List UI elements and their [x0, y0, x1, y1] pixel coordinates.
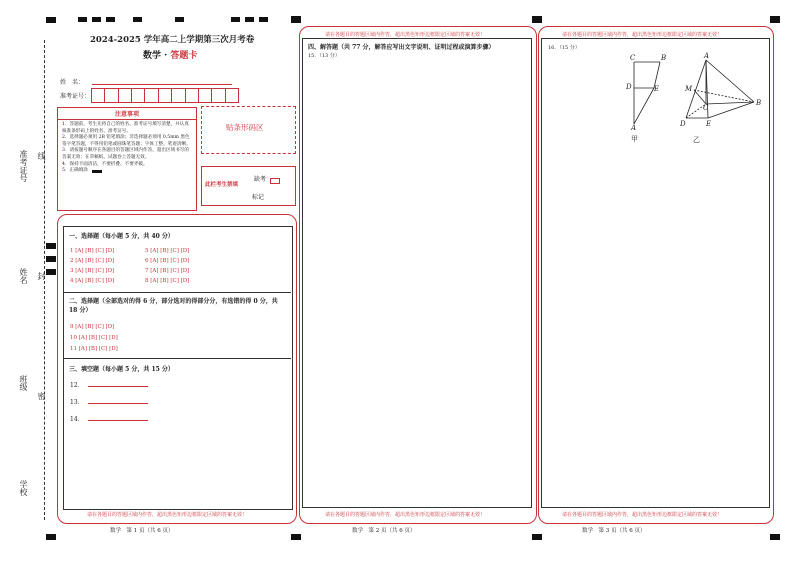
alignment-mark [46, 17, 56, 23]
label-A2: A [704, 52, 710, 60]
mc-row[interactable]: 7 [A] [B] [C] [D] [145, 268, 190, 274]
label-B: B [661, 54, 667, 62]
subject-separator: · [161, 51, 171, 61]
warning-text: 请在各题目的答题区域内作答，超出黑色矩形边框限定区域的答案无效！ [562, 512, 723, 518]
absent-label-2: 标记 [252, 194, 265, 201]
fill-item[interactable]: 12． [70, 380, 148, 389]
alignment-mark [532, 534, 542, 540]
section1-title: 一、选择题（每小题 5 分，共 40 分） [69, 233, 174, 240]
caption-yi: 乙 [693, 136, 700, 144]
alignment-mark [291, 16, 301, 23]
label-E: E [654, 85, 660, 93]
alignment-mark [770, 16, 780, 23]
section3-title: 三、填空题（每小题 5 分，共 15 分） [69, 366, 174, 373]
mc-row[interactable]: 5 [A] [B] [C] [D] [145, 248, 190, 254]
page-footer: 数学 第 3 页（共 6 页） [582, 528, 646, 534]
label-C2: C [703, 104, 709, 112]
note-item: 2．选择题必须用 2B 铅笔填涂；非选择题必须用 0.5mm 黑色签字笔答题，不得用铅笔或圆珠笔答题；字体工整、笔迹清晰。 [62, 135, 191, 147]
page-title: 2024-2025 学年高二上学期第三次月考卷 [90, 35, 255, 45]
q16-answer-area[interactable] [543, 150, 766, 504]
note-item: 3．请按题号顺序在各题目的答题区域内作答，超出区域书写的答案无效；在草稿纸、试题卷上答题无效。 [62, 148, 189, 160]
mc-row[interactable]: 3 [A] [B] [C] [D] [70, 268, 115, 274]
side-label-name: 姓名 [19, 268, 28, 284]
absent-label: 缺考 [254, 176, 267, 183]
label-E2: E [706, 120, 712, 128]
barcode-label: 贴条形码区 [226, 123, 264, 132]
alignment-mark [78, 17, 87, 22]
fill-item[interactable]: 13． [70, 397, 148, 406]
warning-text: 请在各题目的答题区域内作答，超出黑色矩形边框限定区域的答案无效！ [325, 32, 486, 38]
name-field[interactable] [92, 84, 232, 85]
alignment-mark [259, 17, 268, 22]
side-line-1: 线 [37, 152, 46, 160]
side-line-3: 密 [37, 392, 46, 400]
card-title: 答题卡 [170, 51, 198, 61]
q15-answer-area[interactable] [304, 60, 528, 504]
alignment-mark [46, 256, 56, 262]
alignment-mark [46, 269, 56, 275]
alignment-mark [46, 243, 56, 249]
mc-row[interactable]: 4 [A] [B] [C] [D] [70, 278, 115, 284]
mc-row[interactable]: 6 [A] [B] [C] [D] [145, 258, 190, 264]
absent-note: 此栏考生禁填 [205, 182, 239, 188]
q15-label: 15．（13 分） [308, 53, 340, 59]
label-B2: B [756, 99, 762, 107]
page-footer: 数学 第 2 页（共 6 页） [352, 528, 416, 534]
note-item: 1．答题前，考生先将自己的姓名、准考证号填写清楚，并认真核准条形码上的姓名、准考证号。 [62, 122, 189, 134]
side-line-2: 封 [37, 272, 46, 280]
mc-row[interactable]: 2 [A] [B] [C] [D] [70, 258, 115, 264]
alignment-mark [46, 534, 56, 540]
alignment-mark [133, 17, 142, 22]
label-A: A [631, 124, 637, 132]
mc-row[interactable]: 10 [A] [B] [C] [D] [70, 335, 118, 341]
mc-row[interactable]: 9 [A] [B] [C] [D] [70, 324, 115, 330]
warning-text: 请在各题目的答题区域内作答，超出黑色矩形边框限定区域的答案无效！ [87, 512, 248, 518]
alignment-mark [532, 16, 542, 23]
geometry-figure [618, 48, 768, 148]
warning-text: 请在各题目的答题区域内作答，超出黑色矩形边框限定区域的答案无效！ [562, 32, 723, 38]
note-item: 5．正确填涂 [62, 168, 88, 174]
mc-row[interactable]: 1 [A] [B] [C] [D] [70, 248, 115, 254]
mc-row[interactable]: 11 [A] [B] [C] [D] [70, 346, 118, 352]
warning-text: 请在各题目的答题区域内作答，超出黑色矩形边框限定区域的答案无效！ [325, 512, 486, 518]
alignment-mark [770, 534, 780, 540]
caption-jia: 甲 [631, 135, 638, 143]
page-subtitle [143, 48, 197, 61]
side-label-ticket: 准考证号 [19, 150, 28, 182]
label-C: C [630, 54, 636, 62]
alignment-mark [291, 534, 301, 540]
label-M: M [685, 85, 693, 93]
alignment-mark [106, 17, 115, 22]
alignment-mark [175, 17, 184, 22]
side-label-class: 班级 [19, 375, 28, 391]
alignment-mark [245, 17, 254, 22]
section4-title: 四、解答题（共 77 分，解答应写出文字说明、证明过程或演算步骤） [308, 44, 495, 51]
name-label: 姓 名： [60, 79, 85, 86]
ticket-number-boxes[interactable] [91, 88, 239, 103]
subject: 数学 [143, 51, 162, 61]
q16-label: 16．（15 分） [548, 45, 580, 51]
divider [63, 358, 291, 359]
label-D2: D [680, 120, 686, 128]
fill-item[interactable]: 14． [70, 414, 148, 423]
binding-line [44, 40, 45, 520]
filled-sample [92, 170, 102, 173]
notes-box [57, 107, 197, 211]
ticket-label: 准考证号： [60, 93, 91, 100]
label-D: D [626, 83, 632, 91]
divider [63, 292, 291, 293]
absent-checkbox[interactable] [270, 178, 280, 184]
section2-title: 二、选择题（全部选对的得 6 分，部分选对的得部分分，有选错的得 0 分，共 18 分） [69, 298, 278, 314]
notes-title: 注意事项 [58, 108, 196, 120]
note-item: 4．保持卡面清洁，不要折叠、不要弄破。 [62, 161, 148, 167]
page-footer: 数学 第 1 页（共 6 页） [110, 528, 174, 534]
side-label-school: 学校 [19, 480, 28, 496]
alignment-mark [231, 17, 240, 22]
alignment-mark [92, 17, 101, 22]
mc-row[interactable]: 8 [A] [B] [C] [D] [145, 278, 190, 284]
